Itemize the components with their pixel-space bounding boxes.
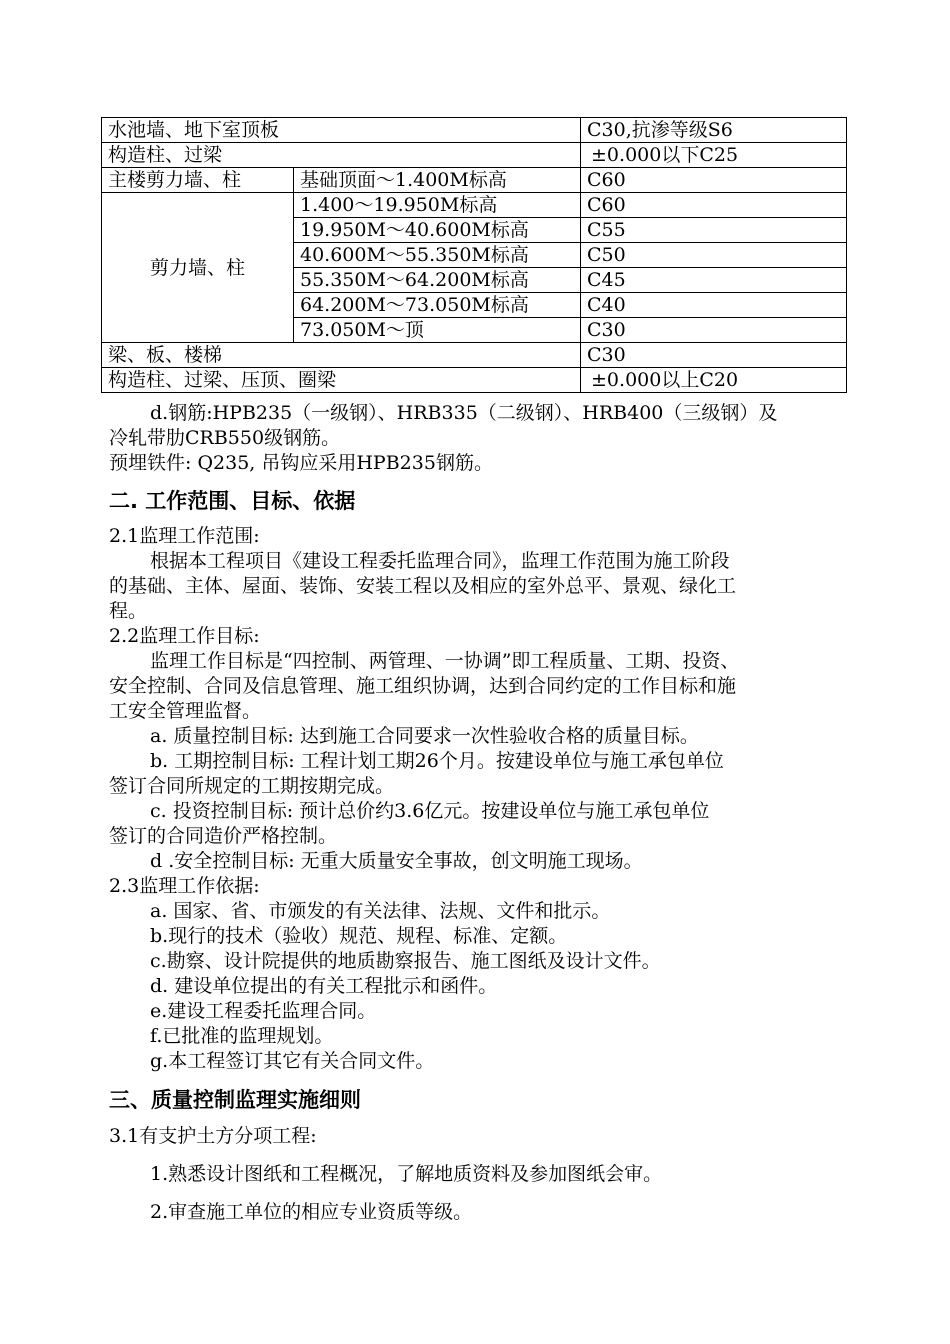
table-cell: C40 [581, 293, 847, 318]
table-cell: 55.350M～64.200M标高 [294, 268, 581, 293]
table-cell: 梁、板、楼梯 [102, 343, 581, 368]
goal-item: b. 工期控制目标: 工程计划工期26个月。按建设单位与施工承包单位 [150, 750, 724, 772]
table-cell: 64.200M～73.050M标高 [294, 293, 581, 318]
paragraph-line: 安全控制、合同及信息管理、施工组织协调，达到合同约定的工作目标和施 [109, 675, 737, 697]
table-cell: 构造柱、过梁、压顶、圈梁 [102, 368, 581, 393]
table-cell: C30 [581, 343, 847, 368]
basis-item: g.本工程签订其它有关合同文件。 [150, 1050, 435, 1072]
table-cell: C60 [581, 168, 847, 193]
table-cell: C45 [581, 268, 847, 293]
subsection-2-1: 2.1监理工作范围: [109, 525, 260, 547]
rebar-line-2: 冷轧带肋CRB550级钢筋。 [109, 427, 341, 449]
table-cell-merged: 剪力墙、柱 [102, 193, 294, 343]
table-cell: 19.950M～40.600M标高 [294, 218, 581, 243]
basis-item: e.建设工程委托监理合同。 [150, 1000, 377, 1022]
table-row [102, 168, 847, 193]
rebar-line-1: d.钢筋:HPB235（一级钢）、HRB335（二级钢）、HRB400（三级钢）及 [150, 402, 778, 424]
paragraph-line: 程。 [109, 600, 148, 622]
step-item: 1.熟悉设计图纸和工程概况，了解地质资料及参加图纸会审。 [150, 1163, 663, 1185]
table-cell: C30,抗渗等级S6 [581, 118, 847, 143]
table-cell: 水池墙、地下室顶板 [102, 118, 581, 143]
basis-item: c.勘察、设计院提供的地质勘察报告、施工图纸及设计文件。 [150, 950, 661, 972]
subsection-2-2: 2.2监理工作目标: [109, 625, 260, 647]
table-row [102, 118, 847, 143]
table-cell: 40.600M～55.350M标高 [294, 243, 581, 268]
goal-item: d .安全控制目标: 无重大质量安全事故，创文明施工现场。 [150, 850, 643, 872]
goal-item-cont: 签订合同所规定的工期按期完成。 [109, 775, 395, 797]
table-row [102, 368, 847, 393]
table-cell: 主楼剪力墙、柱 [102, 168, 294, 193]
basis-item: a. 国家、省、市颁发的有关法律、法规、文件和批示。 [150, 900, 611, 922]
subsection-2-3: 2.3监理工作依据: [109, 875, 260, 897]
table-row [102, 193, 847, 218]
goal-item: c. 投资控制目标: 预计总价约3.6亿元。按建设单位与施工承包单位 [150, 800, 710, 822]
basis-item: b.现行的技术（验收）规范、规程、标准、定额。 [150, 925, 568, 947]
table-cell: 基础顶面～1.400M标高 [294, 168, 581, 193]
goal-item: a. 质量控制目标: 达到施工合同要求一次性验收合格的质量目标。 [150, 725, 699, 747]
table-cell: C50 [581, 243, 847, 268]
table-cell: 构造柱、过梁 [102, 143, 581, 168]
table-cell: ±0.000以上C20 [581, 368, 847, 393]
paragraph-line: 的基础、主体、屋面、装饰、安装工程以及相应的室外总平、景观、绿化工 [109, 575, 737, 597]
table-cell: C55 [581, 218, 847, 243]
section-2-title: 二. 工作范围、目标、依据 [109, 489, 356, 513]
table-cell: ±0.000以下C25 [581, 143, 847, 168]
subsection-3-1: 3.1有支护土方分项工程: [109, 1125, 317, 1147]
step-item: 2.审查施工单位的相应专业资质等级。 [150, 1201, 473, 1223]
goal-item-cont: 签订的合同造价严格控制。 [109, 825, 338, 847]
concrete-grade-table [101, 117, 847, 393]
table-cell: C60 [581, 193, 847, 218]
table-row [102, 343, 847, 368]
table-cell: 73.050M～顶 [294, 318, 581, 343]
basis-item: f.已批准的监理规划。 [150, 1025, 334, 1047]
table-cell: 1.400～19.950M标高 [294, 193, 581, 218]
basis-item: d. 建设单位提出的有关工程批示和函件。 [150, 975, 498, 997]
embed-line: 预埋铁件: Q235, 吊钩应采用HPB235钢筋。 [109, 452, 493, 474]
paragraph-line: 监理工作目标是“四控制、两管理、一协调”即工程质量、工期、投资、 [150, 650, 740, 672]
paragraph-line: 根据本工程项目《建设工程委托监理合同》，监理工作范围为施工阶段 [150, 550, 730, 572]
table-row [102, 143, 847, 168]
paragraph-line: 工安全管理监督。 [109, 700, 262, 722]
section-3-title: 三、质量控制监理实施细则 [109, 1088, 361, 1112]
table-cell: C30 [581, 318, 847, 343]
